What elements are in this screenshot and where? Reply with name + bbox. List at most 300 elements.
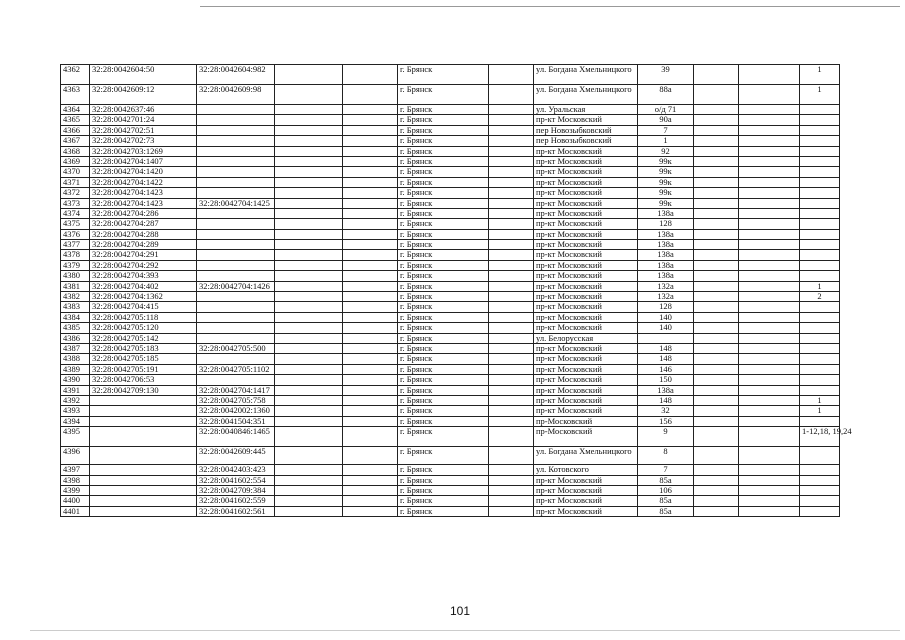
- building-cadastral-cell: [197, 208, 275, 218]
- empty-cell: [694, 416, 739, 426]
- street-cell: пр-кт Московский: [534, 240, 638, 250]
- building-cadastral-cell: [197, 146, 275, 156]
- house-number-cell: 148: [638, 354, 694, 364]
- apartment-cell: [800, 343, 840, 353]
- empty-cell: [739, 312, 800, 322]
- empty-cell: [275, 395, 343, 405]
- street-cell: пр-Московский: [534, 416, 638, 426]
- cadastral-number-cell: 32:28:0042704:402: [90, 281, 197, 291]
- street-cell: пр-кт Московский: [534, 364, 638, 374]
- empty-cell: [275, 146, 343, 156]
- table-row: [61, 167, 840, 177]
- table-row: [61, 427, 840, 447]
- building-cadastral-cell: [197, 292, 275, 302]
- building-cadastral-cell: [197, 177, 275, 187]
- street-cell: пр-кт Московский: [534, 198, 638, 208]
- table-row: [61, 302, 840, 312]
- empty-cell: [343, 364, 398, 374]
- apartment-cell: [800, 105, 840, 115]
- city-cell: г. Брянск: [398, 229, 489, 239]
- table-row: [61, 465, 840, 475]
- apartment-cell: [800, 188, 840, 198]
- empty-cell: [694, 485, 739, 495]
- city-cell: г. Брянск: [398, 65, 489, 85]
- empty-cell: [275, 229, 343, 239]
- cadastral-number-cell: 32:28:0042701:24: [90, 115, 197, 125]
- apartment-cell: [800, 312, 840, 322]
- building-cadastral-cell: 32:28:0042704:1425: [197, 198, 275, 208]
- row-number-cell: 4382: [61, 292, 90, 302]
- empty-cell: [739, 115, 800, 125]
- empty-cell: [694, 105, 739, 115]
- cadastral-number-cell: 32:28:0042705:142: [90, 333, 197, 343]
- table-row: [61, 385, 840, 395]
- cadastral-number-cell: [90, 465, 197, 475]
- house-number-cell: 140: [638, 312, 694, 322]
- row-number-cell: 4394: [61, 416, 90, 426]
- row-number-cell: 4387: [61, 343, 90, 353]
- empty-cell: [343, 240, 398, 250]
- empty-cell: [739, 427, 800, 447]
- apartment-cell: [800, 208, 840, 218]
- row-number-cell: 4396: [61, 447, 90, 465]
- apartment-cell: [800, 485, 840, 495]
- cadastral-number-cell: [90, 475, 197, 485]
- street-cell: пр-кт Московский: [534, 302, 638, 312]
- cadastral-number-cell: 32:28:0042609:12: [90, 85, 197, 105]
- building-cadastral-cell: [197, 250, 275, 260]
- street-cell: пр-кт Московский: [534, 208, 638, 218]
- cadastral-number-cell: [90, 395, 197, 405]
- table-row: [61, 406, 840, 416]
- empty-cell: [275, 125, 343, 135]
- street-cell: пр-кт Московский: [534, 115, 638, 125]
- scan-bottom-line: [30, 630, 900, 631]
- empty-cell: [275, 198, 343, 208]
- row-number-cell: 4389: [61, 364, 90, 374]
- cadastral-number-cell: 32:28:0042704:291: [90, 250, 197, 260]
- empty-cell: [694, 343, 739, 353]
- table-row: [61, 496, 840, 506]
- empty-cell: [343, 281, 398, 291]
- table-row: [61, 292, 840, 302]
- row-number-cell: 4395: [61, 427, 90, 447]
- empty-cell: [275, 416, 343, 426]
- empty-cell: [739, 465, 800, 475]
- empty-cell: [739, 302, 800, 312]
- empty-cell: [489, 250, 534, 260]
- empty-cell: [489, 447, 534, 465]
- table-row: [61, 506, 840, 516]
- street-cell: ул. Богдана Хмельницкого: [534, 85, 638, 105]
- house-number-cell: 85а: [638, 496, 694, 506]
- apartment-cell: [800, 136, 840, 146]
- apartment-cell: [800, 229, 840, 239]
- row-number-cell: 4398: [61, 475, 90, 485]
- city-cell: г. Брянск: [398, 240, 489, 250]
- empty-cell: [275, 475, 343, 485]
- apartment-cell: 1: [800, 65, 840, 85]
- apartment-cell: 1: [800, 85, 840, 105]
- empty-cell: [343, 485, 398, 495]
- empty-cell: [739, 292, 800, 302]
- row-number-cell: 4383: [61, 302, 90, 312]
- city-cell: г. Брянск: [398, 105, 489, 115]
- house-number-cell: 99к: [638, 198, 694, 208]
- building-cadastral-cell: [197, 125, 275, 135]
- street-cell: ул. Уральская: [534, 105, 638, 115]
- empty-cell: [489, 333, 534, 343]
- street-cell: пер Новозыбковский: [534, 125, 638, 135]
- building-cadastral-cell: [197, 312, 275, 322]
- empty-cell: [739, 447, 800, 465]
- city-cell: г. Брянск: [398, 302, 489, 312]
- empty-cell: [343, 219, 398, 229]
- empty-cell: [343, 156, 398, 166]
- table-row: [61, 229, 840, 239]
- building-cadastral-cell: [197, 354, 275, 364]
- city-cell: г. Брянск: [398, 271, 489, 281]
- city-cell: г. Брянск: [398, 375, 489, 385]
- street-cell: пр-кт Московский: [534, 406, 638, 416]
- row-number-cell: 4362: [61, 65, 90, 85]
- empty-cell: [694, 375, 739, 385]
- empty-cell: [275, 167, 343, 177]
- house-number-cell: 99к: [638, 188, 694, 198]
- house-number-cell: 138а: [638, 208, 694, 218]
- street-cell: пр-кт Московский: [534, 229, 638, 239]
- empty-cell: [739, 496, 800, 506]
- empty-cell: [694, 219, 739, 229]
- city-cell: г. Брянск: [398, 465, 489, 475]
- empty-cell: [343, 465, 398, 475]
- empty-cell: [275, 271, 343, 281]
- empty-cell: [694, 323, 739, 333]
- empty-cell: [489, 416, 534, 426]
- empty-cell: [739, 416, 800, 426]
- apartment-cell: [800, 250, 840, 260]
- street-cell: пр-Московский: [534, 427, 638, 447]
- house-number-cell: 138а: [638, 271, 694, 281]
- street-cell: ул. Богдана Хмельницкого: [534, 65, 638, 85]
- empty-cell: [489, 281, 534, 291]
- empty-cell: [343, 125, 398, 135]
- cadastral-number-cell: [90, 506, 197, 516]
- empty-cell: [489, 343, 534, 353]
- empty-cell: [275, 465, 343, 475]
- cadastral-number-cell: [90, 427, 197, 447]
- apartment-cell: [800, 115, 840, 125]
- apartment-cell: [800, 333, 840, 343]
- building-cadastral-cell: 32:28:0042705:758: [197, 395, 275, 405]
- empty-cell: [275, 354, 343, 364]
- building-cadastral-cell: 32:28:0042403:423: [197, 465, 275, 475]
- house-number-cell: 138а: [638, 229, 694, 239]
- empty-cell: [275, 240, 343, 250]
- row-number-cell: 4367: [61, 136, 90, 146]
- empty-cell: [275, 506, 343, 516]
- table-row: [61, 447, 840, 465]
- empty-cell: [739, 375, 800, 385]
- empty-cell: [343, 136, 398, 146]
- empty-cell: [489, 198, 534, 208]
- apartment-cell: [800, 416, 840, 426]
- empty-cell: [489, 65, 534, 85]
- city-cell: г. Брянск: [398, 136, 489, 146]
- street-cell: ул. Котовского: [534, 465, 638, 475]
- city-cell: г. Брянск: [398, 406, 489, 416]
- apartment-cell: [800, 364, 840, 374]
- city-cell: г. Брянск: [398, 146, 489, 156]
- cadastral-number-cell: 32:28:0042704:1407: [90, 156, 197, 166]
- row-number-cell: 4373: [61, 198, 90, 208]
- row-number-cell: 4376: [61, 229, 90, 239]
- empty-cell: [739, 105, 800, 115]
- house-number-cell: 132а: [638, 292, 694, 302]
- table-row: [61, 485, 840, 495]
- cadastral-number-cell: 32:28:0042604:50: [90, 65, 197, 85]
- empty-cell: [275, 447, 343, 465]
- apartment-cell: [800, 447, 840, 465]
- cadastral-number-cell: [90, 447, 197, 465]
- apartment-cell: [800, 125, 840, 135]
- city-cell: г. Брянск: [398, 312, 489, 322]
- building-cadastral-cell: [197, 333, 275, 343]
- empty-cell: [739, 250, 800, 260]
- empty-cell: [739, 323, 800, 333]
- row-number-cell: 4364: [61, 105, 90, 115]
- apartment-cell: [800, 260, 840, 270]
- house-number-cell: 7: [638, 125, 694, 135]
- empty-cell: [694, 465, 739, 475]
- empty-cell: [694, 292, 739, 302]
- building-cadastral-cell: [197, 260, 275, 270]
- empty-cell: [275, 292, 343, 302]
- empty-cell: [275, 312, 343, 322]
- apartment-cell: 1: [800, 281, 840, 291]
- empty-cell: [275, 281, 343, 291]
- empty-cell: [694, 447, 739, 465]
- building-cadastral-cell: 32:28:0042002:1360: [197, 406, 275, 416]
- building-cadastral-cell: 32:28:0042709:384: [197, 485, 275, 495]
- city-cell: г. Брянск: [398, 177, 489, 187]
- city-cell: г. Брянск: [398, 260, 489, 270]
- empty-cell: [694, 156, 739, 166]
- house-number-cell: 8: [638, 447, 694, 465]
- house-number-cell: 156: [638, 416, 694, 426]
- building-cadastral-cell: 32:28:0042609:98: [197, 85, 275, 105]
- table-row: [61, 198, 840, 208]
- empty-cell: [489, 177, 534, 187]
- row-number-cell: 4368: [61, 146, 90, 156]
- row-number-cell: 4401: [61, 506, 90, 516]
- empty-cell: [694, 385, 739, 395]
- house-number-cell: 138а: [638, 240, 694, 250]
- empty-cell: [739, 188, 800, 198]
- house-number-cell: 92: [638, 146, 694, 156]
- empty-cell: [275, 188, 343, 198]
- house-number-cell: 85а: [638, 475, 694, 485]
- empty-cell: [343, 146, 398, 156]
- empty-cell: [343, 385, 398, 395]
- cadastral-number-cell: 32:28:0042704:393: [90, 271, 197, 281]
- empty-cell: [739, 354, 800, 364]
- empty-cell: [489, 271, 534, 281]
- empty-cell: [739, 475, 800, 485]
- apartment-cell: [800, 465, 840, 475]
- apartment-cell: [800, 354, 840, 364]
- empty-cell: [275, 260, 343, 270]
- building-cadastral-cell: 32:28:0042705:500: [197, 343, 275, 353]
- city-cell: г. Брянск: [398, 395, 489, 405]
- apartment-cell: 2: [800, 292, 840, 302]
- building-cadastral-cell: 32:28:0042704:1426: [197, 281, 275, 291]
- empty-cell: [343, 229, 398, 239]
- empty-cell: [739, 167, 800, 177]
- empty-cell: [343, 65, 398, 85]
- apartment-cell: [800, 146, 840, 156]
- house-number-cell: 106: [638, 485, 694, 495]
- empty-cell: [343, 416, 398, 426]
- empty-cell: [343, 375, 398, 385]
- street-cell: пр-кт Московский: [534, 343, 638, 353]
- street-cell: пр-кт Московский: [534, 375, 638, 385]
- house-number-cell: 138а: [638, 385, 694, 395]
- street-cell: пр-кт Московский: [534, 167, 638, 177]
- house-number-cell: [638, 333, 694, 343]
- empty-cell: [489, 323, 534, 333]
- apartment-cell: [800, 375, 840, 385]
- building-cadastral-cell: [197, 167, 275, 177]
- empty-cell: [694, 198, 739, 208]
- empty-cell: [343, 198, 398, 208]
- empty-cell: [694, 506, 739, 516]
- empty-cell: [275, 364, 343, 374]
- house-number-cell: 90а: [638, 115, 694, 125]
- city-cell: г. Брянск: [398, 385, 489, 395]
- table-row: [61, 208, 840, 218]
- empty-cell: [275, 385, 343, 395]
- house-number-cell: 146: [638, 364, 694, 374]
- empty-cell: [275, 115, 343, 125]
- cadastral-number-cell: 32:28:0042702:51: [90, 125, 197, 135]
- city-cell: г. Брянск: [398, 447, 489, 465]
- empty-cell: [489, 125, 534, 135]
- empty-cell: [694, 496, 739, 506]
- table-row: [61, 364, 840, 374]
- house-number-cell: 128: [638, 219, 694, 229]
- empty-cell: [343, 85, 398, 105]
- building-cadastral-cell: 32:28:0042609:445: [197, 447, 275, 465]
- building-cadastral-cell: 32:28:0042604:982: [197, 65, 275, 85]
- empty-cell: [694, 177, 739, 187]
- row-number-cell: 4392: [61, 395, 90, 405]
- empty-cell: [694, 167, 739, 177]
- apartment-cell: [800, 240, 840, 250]
- empty-cell: [343, 354, 398, 364]
- cadastral-number-cell: [90, 496, 197, 506]
- register-table: [60, 64, 852, 517]
- empty-cell: [275, 250, 343, 260]
- apartment-cell: [800, 302, 840, 312]
- empty-cell: [739, 485, 800, 495]
- table-row: [61, 105, 840, 115]
- empty-cell: [343, 208, 398, 218]
- empty-cell: [489, 302, 534, 312]
- row-number-cell: 4399: [61, 485, 90, 495]
- row-number-cell: 4390: [61, 375, 90, 385]
- table-row: [61, 281, 840, 291]
- table-row: [61, 333, 840, 343]
- city-cell: г. Брянск: [398, 323, 489, 333]
- empty-cell: [489, 375, 534, 385]
- row-number-cell: 4393: [61, 406, 90, 416]
- empty-cell: [739, 177, 800, 187]
- apartment-cell: 1: [800, 406, 840, 416]
- city-cell: г. Брянск: [398, 354, 489, 364]
- building-cadastral-cell: [197, 136, 275, 146]
- register-rows: [61, 64, 852, 517]
- row-number-cell: 4391: [61, 385, 90, 395]
- empty-cell: [694, 125, 739, 135]
- empty-cell: [694, 188, 739, 198]
- house-number-cell: 39: [638, 65, 694, 85]
- table-row: [61, 188, 840, 198]
- empty-cell: [343, 115, 398, 125]
- cadastral-number-cell: 32:28:0042704:1423: [90, 198, 197, 208]
- row-number-cell: 4400: [61, 496, 90, 506]
- row-number-cell: 4386: [61, 333, 90, 343]
- apartment-cell: [800, 323, 840, 333]
- table-row: [61, 260, 840, 270]
- city-cell: г. Брянск: [398, 281, 489, 291]
- empty-cell: [694, 281, 739, 291]
- street-cell: пр-кт Московский: [534, 281, 638, 291]
- empty-cell: [694, 364, 739, 374]
- building-cadastral-cell: [197, 240, 275, 250]
- building-cadastral-cell: 32:28:0041504:351: [197, 416, 275, 426]
- cadastral-number-cell: 32:28:0042704:1423: [90, 188, 197, 198]
- empty-cell: [343, 475, 398, 485]
- table-row: [61, 271, 840, 281]
- apartment-cell: 1: [800, 395, 840, 405]
- empty-cell: [343, 447, 398, 465]
- empty-cell: [694, 146, 739, 156]
- empty-cell: [275, 65, 343, 85]
- empty-cell: [694, 395, 739, 405]
- empty-cell: [489, 240, 534, 250]
- table-row: [61, 343, 840, 353]
- cadastral-number-cell: 32:28:0042706:53: [90, 375, 197, 385]
- empty-cell: [275, 105, 343, 115]
- table-row: [61, 219, 840, 229]
- table-row: [61, 395, 840, 405]
- empty-cell: [489, 208, 534, 218]
- house-number-cell: 7: [638, 465, 694, 475]
- row-number-cell: 4377: [61, 240, 90, 250]
- empty-cell: [489, 188, 534, 198]
- empty-cell: [343, 271, 398, 281]
- empty-cell: [739, 385, 800, 395]
- empty-cell: [489, 146, 534, 156]
- cadastral-number-cell: 32:28:0042704:286: [90, 208, 197, 218]
- building-cadastral-cell: [197, 323, 275, 333]
- table-row: [61, 65, 840, 85]
- house-number-cell: 148: [638, 395, 694, 405]
- cadastral-number-cell: 32:28:0042705:183: [90, 343, 197, 353]
- building-cadastral-cell: 32:28:0042705:1102: [197, 364, 275, 374]
- building-cadastral-cell: [197, 115, 275, 125]
